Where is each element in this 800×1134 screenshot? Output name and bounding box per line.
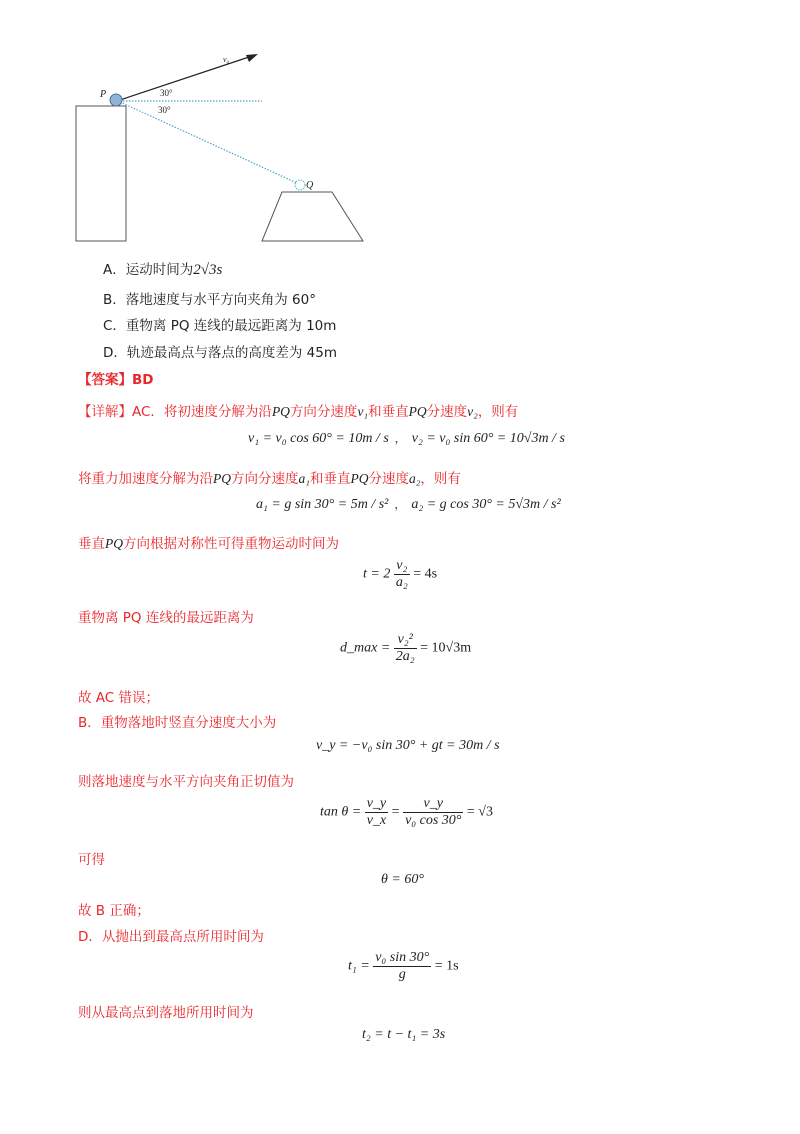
detail-line-9: 故 B 正确； bbox=[78, 903, 150, 919]
fraction-numerator: v_y bbox=[403, 796, 463, 813]
detail-line-2-b: 方向分速度 bbox=[231, 471, 299, 487]
formula-tan-lhs: tan θ = bbox=[320, 804, 362, 820]
formula-velocity-components bbox=[248, 430, 565, 447]
fraction-denominator: 2a₂ bbox=[395, 649, 415, 664]
fraction-numerator: v₂² bbox=[394, 632, 417, 649]
detail-line-1-b: 方向分速度 bbox=[289, 404, 358, 420]
fraction-denominator: v₀ cos 30° bbox=[405, 813, 462, 828]
formula-tan-theta bbox=[320, 796, 493, 829]
detail-line-2 bbox=[78, 467, 461, 487]
detail-line-1-e: ，则有 bbox=[477, 404, 519, 420]
formula-sep: ， bbox=[394, 433, 406, 445]
v2-symbol: v₂ bbox=[467, 404, 478, 419]
detail-line-1-d: 分速度 bbox=[426, 404, 468, 420]
fraction bbox=[394, 632, 417, 665]
formula-t2: t₂ = t − t₁ = 3s bbox=[362, 1027, 446, 1042]
formula-a1: a₁ = g sin 30° = 5m / s² bbox=[256, 497, 389, 512]
formula-vertical-velocity: v_y = −v₀ sin 30° + gt = 30m / s bbox=[316, 738, 500, 753]
formula-tan-rhs: = √3 bbox=[466, 804, 493, 820]
projectile-diagram bbox=[60, 40, 400, 250]
detail-line-10: D．从抛出到最高点所用时间为 bbox=[78, 929, 264, 945]
detail-line-3-a: 垂直 bbox=[78, 536, 105, 552]
equals-sign: = bbox=[391, 804, 400, 820]
detail-line-7: 则落地速度与水平方向夹角正切值为 bbox=[78, 774, 294, 790]
detail-line-1-a: 【详解】AC．将初速度分解为沿 bbox=[78, 404, 272, 420]
fraction-denominator: g bbox=[398, 967, 406, 982]
detail-line-1-c: 和垂直 bbox=[368, 404, 409, 420]
formula-t1-lhs: t₁ = bbox=[348, 958, 370, 974]
a2-symbol: a₂ bbox=[408, 471, 421, 486]
fraction-denominator: v_x bbox=[366, 813, 387, 828]
detail-line-11: 则从最高点到落地所用时间为 bbox=[78, 1005, 254, 1021]
pq-symbol: PQ bbox=[213, 471, 231, 486]
detail-line-5: 故 AC 错误； bbox=[78, 690, 160, 706]
formula-v1: v₁ = v₀ cos 60° = 10m / s bbox=[248, 431, 389, 446]
fraction bbox=[394, 558, 410, 591]
option-b: B．落地速度与水平方向夹角为 60° bbox=[103, 292, 316, 308]
formula-theta: θ = 60° bbox=[381, 872, 424, 887]
pq-symbol: PQ bbox=[408, 404, 427, 419]
ball-q bbox=[295, 180, 305, 190]
angle-top: 30° bbox=[160, 88, 173, 98]
fraction-denominator: a₂ bbox=[395, 575, 408, 590]
formula-max-distance bbox=[340, 632, 471, 665]
formula-time-rhs: = 4s bbox=[413, 566, 438, 582]
label-q: Q bbox=[306, 180, 314, 191]
detail-line-3 bbox=[78, 532, 339, 552]
detail-line-3-b: 方向根据对称性可得重物运动时间为 bbox=[123, 536, 339, 552]
pq-symbol: PQ bbox=[271, 404, 290, 419]
fraction bbox=[373, 950, 431, 983]
angle-bottom: 30° bbox=[158, 105, 171, 115]
formula-dmax-rhs: = 10√3m bbox=[420, 640, 472, 656]
formula-v2: v₂ = v₀ sin 60° = 10√3m / s bbox=[411, 431, 565, 446]
v1-symbol: v₁ bbox=[357, 404, 369, 419]
velocity-arrow bbox=[120, 56, 252, 100]
formula-dmax-lhs: d_max = bbox=[340, 640, 391, 656]
label-p: P bbox=[100, 89, 107, 100]
detail-line-6: B．重物落地时竖直分速度大小为 bbox=[78, 715, 277, 731]
option-a-text: A．运动时间为 bbox=[103, 262, 194, 278]
detail-line-8: 可得 bbox=[78, 852, 105, 868]
formula-time-lhs: t = 2 bbox=[363, 566, 391, 582]
fraction-numerator: v₂ bbox=[394, 558, 410, 575]
formula-t1-rhs: = 1s bbox=[434, 958, 459, 974]
option-a-value: 2√3s bbox=[193, 262, 223, 278]
fraction-numerator: v_y bbox=[366, 796, 387, 811]
a1-symbol: a₁ bbox=[298, 471, 310, 486]
left-platform bbox=[76, 106, 126, 241]
detail-line-4: 重物离 PQ 连线的最远距离为 bbox=[78, 610, 254, 626]
label-v0: v₀ bbox=[223, 55, 230, 64]
detail-line-2-d: 分速度 bbox=[368, 471, 409, 487]
right-platform bbox=[262, 192, 363, 241]
pq-symbol: PQ bbox=[350, 471, 369, 486]
fraction bbox=[403, 796, 463, 829]
option-d: D．轨迹最高点与落点的高度差为 45m bbox=[103, 345, 338, 361]
detail-line-2-a: 将重力加速度分解为沿 bbox=[78, 471, 213, 487]
detail-line-1 bbox=[78, 400, 518, 420]
formula-a2: a₂ = g cos 30° = 5√3m / s² bbox=[411, 497, 561, 512]
pq-dashed-line bbox=[120, 102, 297, 183]
fraction-numerator: v₀ sin 30° bbox=[375, 950, 430, 965]
formula-acceleration-components bbox=[256, 496, 561, 513]
ball-p bbox=[110, 94, 122, 106]
detail-line-2-c: 和垂直 bbox=[309, 471, 351, 487]
formula-sep: ， bbox=[394, 499, 406, 511]
detail-line-2-e: ，则有 bbox=[420, 471, 461, 487]
pq-symbol: PQ bbox=[105, 536, 123, 551]
formula-time bbox=[363, 558, 437, 591]
option-a bbox=[103, 258, 222, 279]
answer-label: 【答案】BD bbox=[78, 372, 154, 388]
formula-t1 bbox=[348, 950, 459, 983]
fraction bbox=[365, 796, 388, 829]
option-c: C．重物离 PQ 连线的最远距离为 10m bbox=[103, 318, 337, 334]
velocity-arrowhead bbox=[246, 54, 258, 62]
